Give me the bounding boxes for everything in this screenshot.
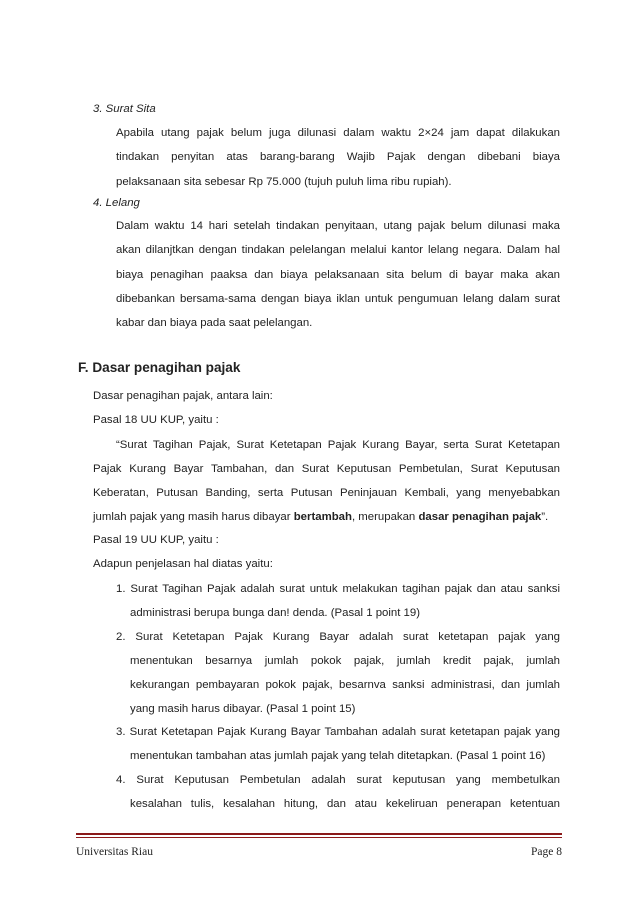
point-1-line-1: 1. Surat Tagihan Pajak adalah surat untuk melakukan tagihan pajak dan atau sanksi: [116, 583, 560, 595]
section-heading: F. Dasar penagihan pajak: [78, 360, 241, 375]
item-3-text-line-2: tindakan penyitan atas barang-barang Wajib Pajak dengan dibebani biaya: [116, 151, 560, 163]
explain-intro: Adapun penjelasan hal diatas yaitu:: [93, 558, 273, 570]
item-4-text-line-5: kabar dan biaya pada saat pelelangan.: [116, 317, 313, 329]
item-4-text-line-4: dibebankan bersama-sama dengan biaya iklan untuk pengumuan lelang dalam surat: [116, 293, 560, 305]
point-1-line-2: administrasi berupa bunga dan! denda. (Pasal 1 point 19): [130, 607, 421, 619]
quote-line-4-text-e: ”.: [541, 511, 549, 523]
point-2-line-2: menentukan besarnya jumlah pokok pajak, jumlah kredit pajak, jumlah: [130, 655, 560, 667]
pasal-19-label: Pasal 19 UU KUP, yaitu :: [93, 534, 219, 546]
item-3-title: 3. Surat Sita: [93, 103, 156, 115]
point-2-line-1: 2. Surat Ketetapan Pajak Kurang Bayar adalah surat ketetapan pajak yang: [116, 631, 560, 643]
footer-rule-thin: [76, 837, 562, 838]
quote-line-4-text-a: jumlah pajak yang masih harus dibayar: [93, 511, 294, 523]
item-4-text-line-3: biaya penagihan paaksa dan biaya pelaksanaan sita belum di bayar maka akan: [116, 269, 560, 281]
point-4-line-2: kesalahan tulis, kesalahan hitung, dan atau kekeliruan penerapan ketentuan: [130, 798, 560, 810]
item-4-text-line-2: akan dilanjtkan dengan tindakan pelelangan melalui kantor lelang negara. Dalam hal: [116, 244, 560, 256]
point-3-line-1: 3. Surat Ketetapan Pajak Kurang Bayar Tambahan adalah surat ketetapan pajak yang: [116, 726, 560, 738]
quote-line-2: Pajak Kurang Bayar Tambahan, dan Surat Keputusan Pembetulan, Surat Keputusan: [93, 463, 560, 475]
item-4-text-line-1: Dalam waktu 14 hari setelah tindakan penyitaan, utang pajak belum dilunasi maka: [116, 220, 560, 232]
quote-line-1: “Surat Tagihan Pajak, Surat Ketetapan Pajak Kurang Bayar, serta Surat Ketetapan: [116, 439, 560, 451]
footer-page-number: Page 8: [531, 846, 562, 858]
quote-bold-dasar: dasar penagihan pajak: [418, 511, 542, 523]
pasal-18-label: Pasal 18 UU KUP, yaitu :: [93, 414, 219, 426]
footer-left: Universitas Riau: [76, 846, 153, 858]
point-4-line-1: 4. Surat Keputusan Pembetulan adalah surat keputusan yang membetulkan: [116, 774, 560, 786]
point-3-line-2: menentukan tambahan atas jumlah pajak yang telah ditetapkan. (Pasal 1 point 16): [130, 750, 546, 762]
point-2-line-4: yang masih harus dibayar. (Pasal 1 point 15): [130, 703, 356, 715]
quote-line-4: [93, 510, 548, 524]
quote-line-3: Keberatan, Putusan Banding, serta Putusan Peninjauan Kembali, yang menyebabkan: [93, 487, 560, 499]
item-3-text-line-1: Apabila utang pajak belum juga dilunasi dalam waktu 2×24 jam dapat dilakukan: [116, 127, 560, 139]
quote-bold-bertambah: bertambah: [293, 511, 352, 523]
footer-rule-thick: [76, 833, 562, 835]
item-3-text-line-3: pelaksanaan sita sebesar Rp 75.000 (tujuh puluh lima ribu rupiah).: [116, 176, 452, 188]
point-2-line-3: kekurangan pembayaran pokok pajak, besarnva sanksi administrasi, dan jumlah: [130, 679, 560, 691]
item-4-title: 4. Lelang: [93, 197, 140, 209]
section-intro: Dasar penagihan pajak, antara lain:: [93, 390, 273, 402]
quote-line-4-text-c: , merupakan: [351, 511, 419, 523]
